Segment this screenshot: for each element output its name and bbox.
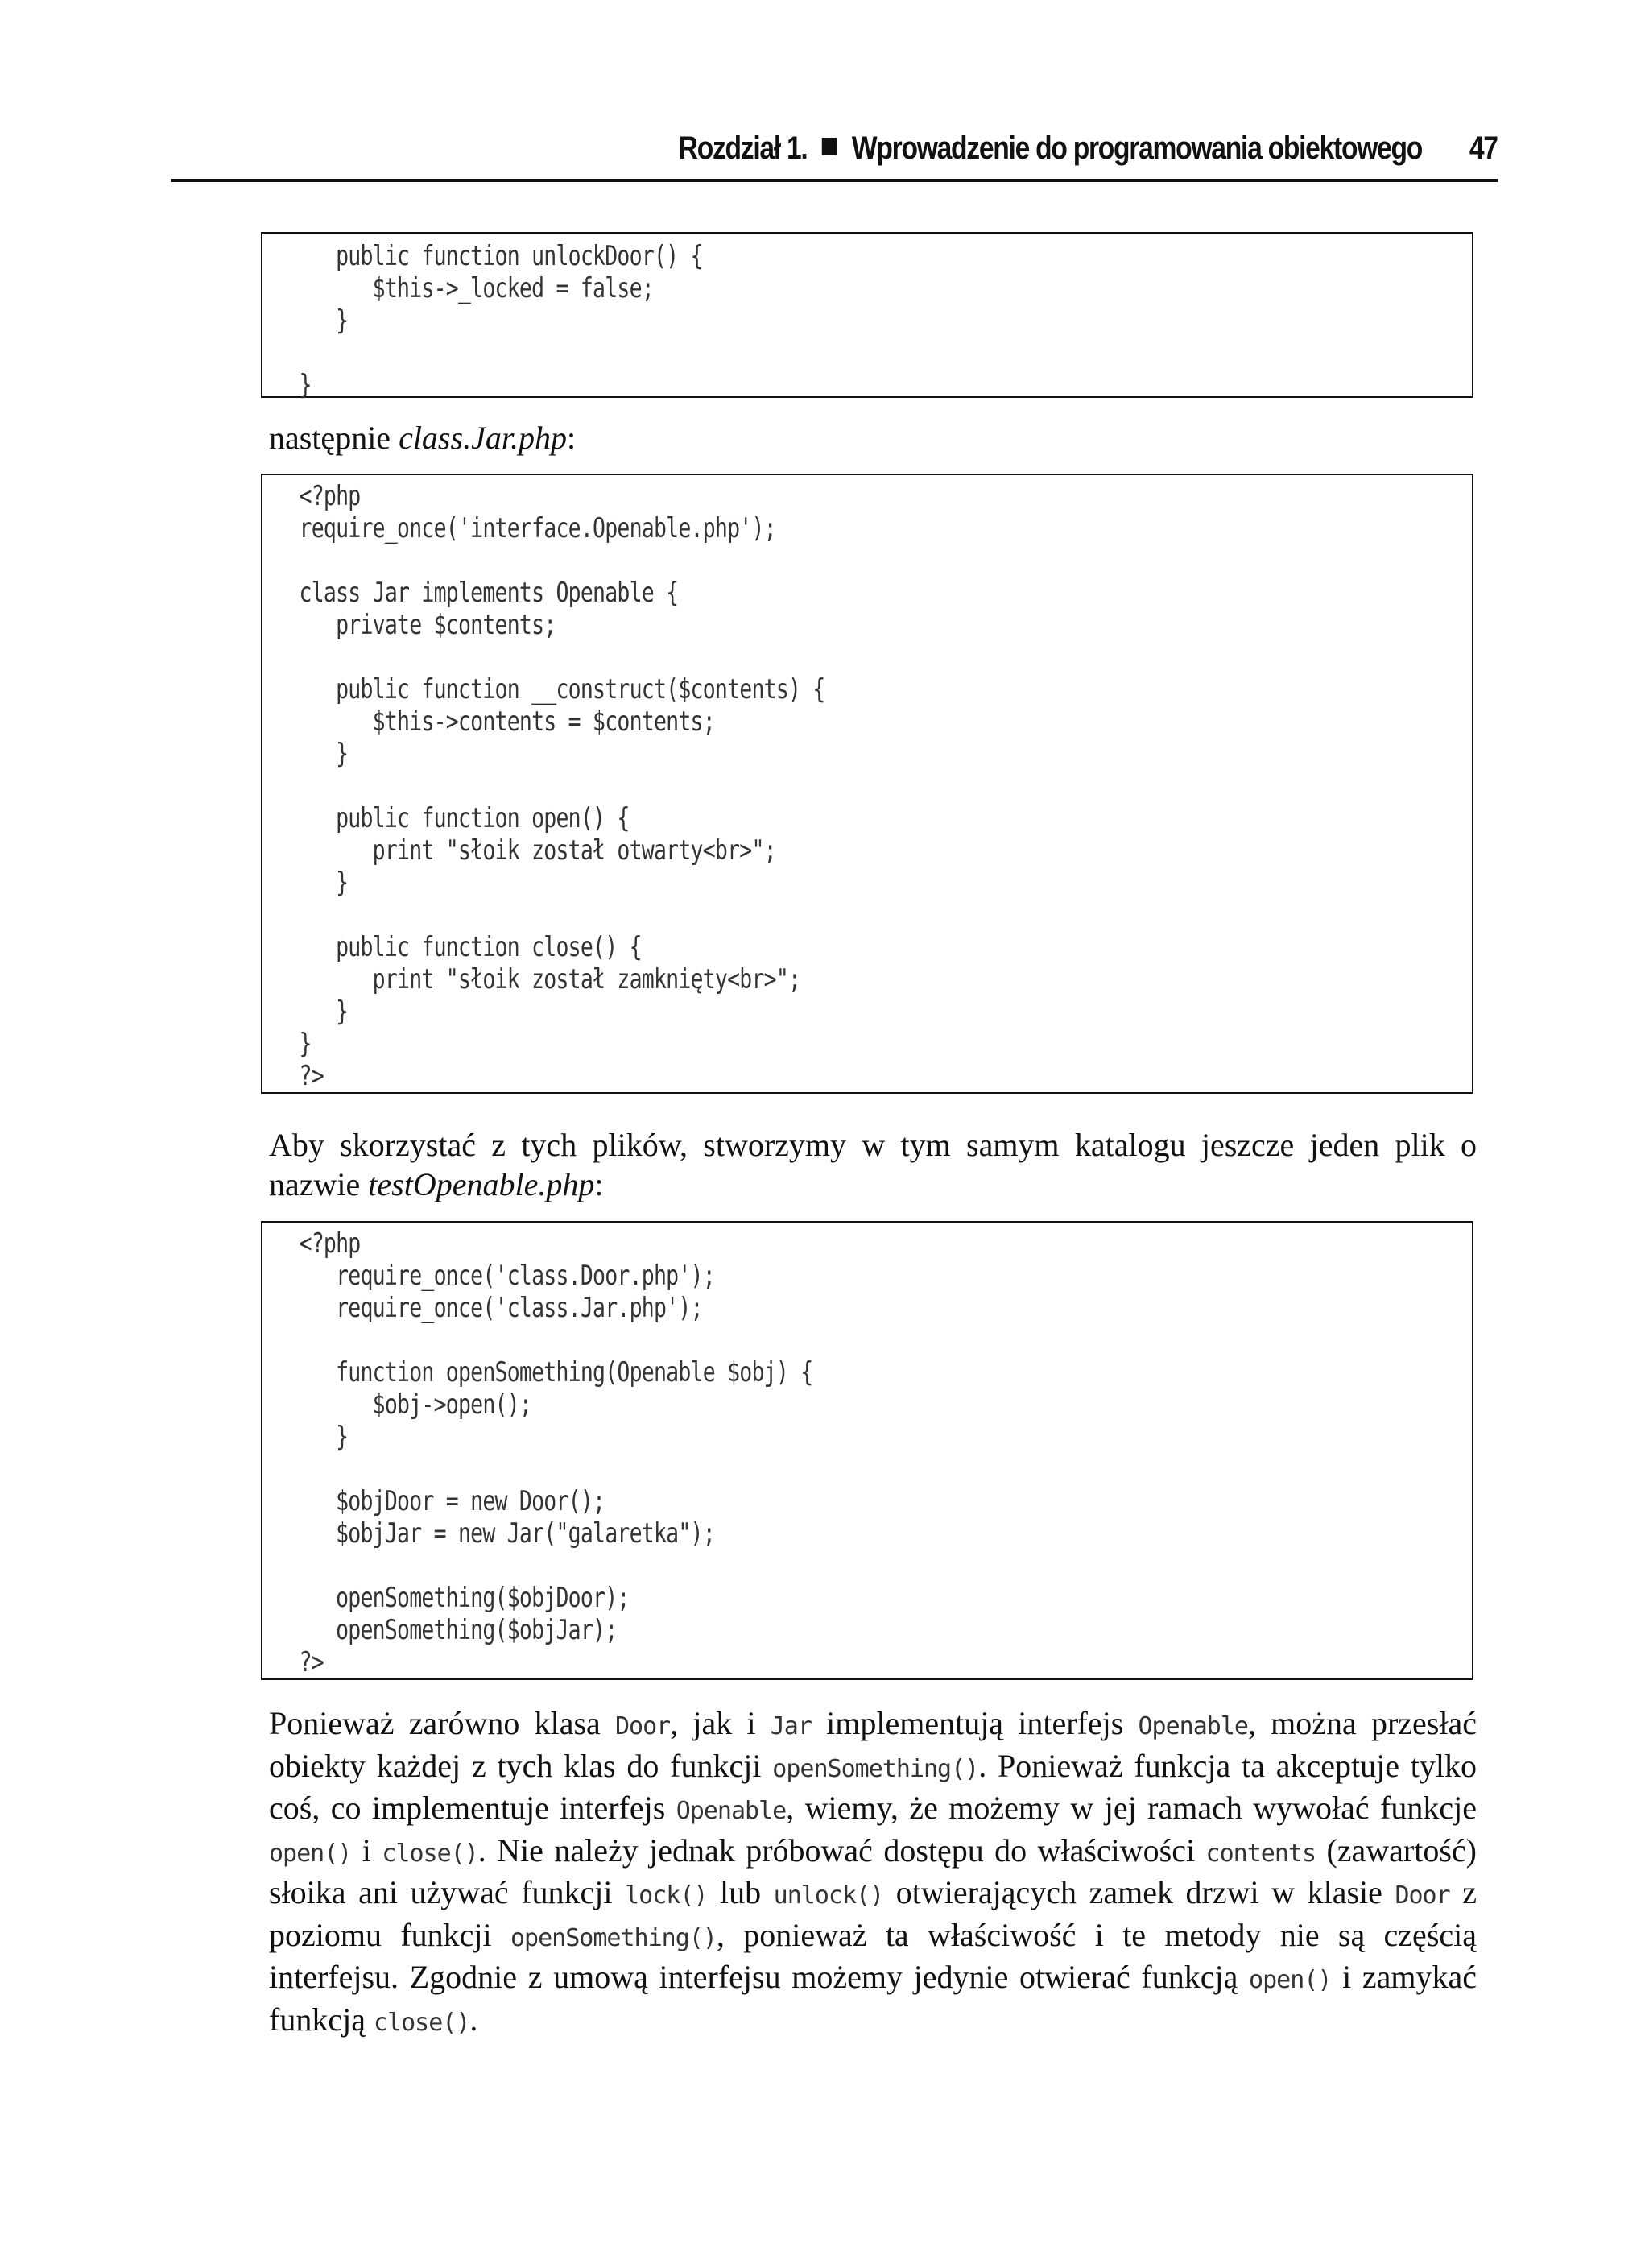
text-run: . Nie należy jednak próbować dostępu do właściwości — [477, 1831, 1206, 1869]
code-block-door-end — [261, 232, 1473, 401]
text-run: , ponieważ ta właściwość i te metody nie są częścią interfejsu. Zgodnie z umową interfejsu możemy jedynie otwierać funkcją — [269, 1916, 1477, 1995]
code-text: <?php require_once('class.Door.php'); require_once('class.Jar.php'); function openSomething(Openable $obj) { $obj->open(); } $objDoor = new Door(); $objJar = new Jar("galaretka"); openSomething($objDoor); openSomething($objJar); ?> — [299, 1227, 813, 1678]
page-number: 47 — [1469, 130, 1498, 166]
inline-code: lock() — [625, 1881, 708, 1910]
intro-text: następnie — [269, 420, 399, 456]
code-text: <?php require_once('interface.Openable.php'); class Jar implements Openable { private $contents; public function __construct($contents) { $this->contents = $contents; } public function open() { print "słoik został otwarty<br>"; } public function close() { print "słoik został zamknięty<br>"; } } ?> — [299, 480, 825, 1092]
running-head — [679, 130, 1498, 167]
suffix: : — [566, 420, 577, 456]
code-text: public function unlockDoor() { $this->_locked = false; } } — [299, 240, 703, 401]
inline-code: open() — [269, 1839, 352, 1868]
bullet-square-icon — [822, 138, 837, 155]
text-run: z poziomu funkcji — [269, 1874, 1477, 1953]
text-run: , wiemy, że możemy w jej ramach wywołać funkcje — [786, 1790, 1477, 1826]
inline-code: unlock() — [773, 1881, 884, 1910]
text-run: lub — [707, 1874, 774, 1910]
text-run: i zamykać funkcją — [269, 1959, 1477, 2038]
inline-code: Door — [614, 1712, 671, 1740]
filename: testOpenable.php — [368, 1165, 595, 1202]
inline-code: Openable — [1138, 1712, 1248, 1740]
inline-code: openSomething() — [510, 1923, 717, 1952]
chapter-title: Wprowadzenie do programowania obiektowego — [852, 130, 1423, 166]
filename: class.Jar.php — [399, 420, 567, 456]
text-run: , można przesłać obiekty każdej z tych klas do funkcji — [269, 1705, 1477, 1784]
intro-test-paragraph — [269, 1126, 1477, 1204]
page-header — [171, 129, 1498, 182]
code-block-jar — [261, 474, 1473, 1094]
inline-code: Door — [1395, 1881, 1450, 1910]
chapter-label: Rozdział 1. — [678, 130, 808, 166]
text-run: (zawartość) słoika ani używać funkcji — [269, 1831, 1477, 1910]
text-run: otwierających zamek drzwi w klasie — [883, 1874, 1395, 1910]
text-run: . Ponieważ funkcja ta akceptuje tylko coś, co implementuje interfejs — [269, 1747, 1477, 1826]
inline-code: open() — [1249, 1966, 1332, 1994]
text-run: , jak i — [670, 1705, 771, 1741]
inline-code: Openable — [676, 1797, 787, 1825]
inline-code: openSomething() — [772, 1754, 979, 1783]
intro-text: Aby skorzystać z tych plików, stworzymy w tym samym katalogu jeszcze jeden plik o nazwie — [269, 1127, 1477, 1202]
text-run: implementują interfejs — [811, 1705, 1139, 1741]
inline-code: close() — [373, 2008, 470, 2037]
inline-code: Jar — [770, 1712, 812, 1740]
inline-code: contents — [1205, 1839, 1316, 1868]
text-run: . — [469, 2001, 478, 2038]
explanation-paragraph — [269, 1704, 1477, 2042]
intro-jar-paragraph — [269, 419, 1477, 458]
text-run: i — [351, 1831, 382, 1869]
text-run: Ponieważ zarówno klasa — [269, 1705, 615, 1741]
inline-code: close() — [382, 1839, 478, 1868]
code-block-test — [261, 1221, 1473, 1680]
suffix: : — [594, 1165, 604, 1202]
